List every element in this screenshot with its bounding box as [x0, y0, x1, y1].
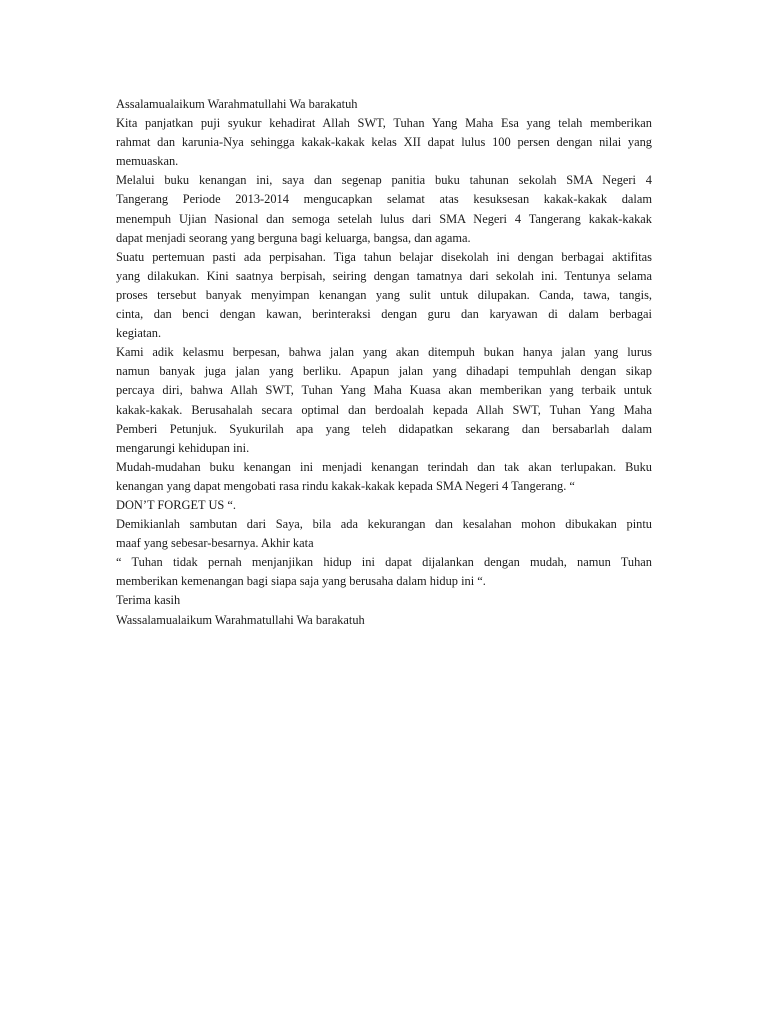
paragraph-congrats [116, 171, 652, 247]
text-line: rahmat dan karunia-Nya sehingga kakak-kakak kelas XII dapat lulus 100 persen dengan nilai yang [116, 135, 652, 150]
text-line: yang dilakukan. Kini saatnya berpisah, seiring dengan tamatnya dari sekolah ini. Tentunya selama [116, 268, 652, 283]
text-line: kenangan yang dapat mengobati rasa rindu kakak-kakak kepada SMA Negeri 4 Tangerang. “ [116, 478, 575, 493]
text-line: kegiatan. [116, 326, 162, 341]
text-line: Mudah-mudahan buku kenangan ini menjadi kenangan terindah dan tak akan terlupakan. Buku [116, 459, 652, 474]
text-line: Suatu pertemuan pasti ada perpisahan. Tiga tahun belajar disekolah ini dengan berbagai aktifitas [116, 249, 652, 264]
text-line: proses tersebut banyak menyimpan kenangan yang sulit untuk dilupakan. Canda, tawa, tangis, [116, 287, 652, 302]
text-line: “ Tuhan tidak pernah menjanjikan hidup ini dapat dijalankan dengan mudah, namun Tuhan [116, 555, 652, 570]
text-line: memuaskan. [116, 154, 179, 169]
text-line: memberikan kemenangan bagi siapa saja yang berusaha dalam hidup ini “. [116, 574, 486, 589]
text-line: mengarungi kehidupan ini. [116, 440, 250, 455]
text-line: Pemberi Petunjuk. Syukurilah apa yang teleh didapatkan sekarang dan bersabarlah dalam [116, 421, 652, 436]
text-line: cinta, dan benci dengan kawan, berinteraksi dengan guru dan karyawan di dalam berbagai [116, 307, 652, 322]
paragraph-signoff [116, 611, 652, 630]
paragraph-closing [116, 515, 652, 553]
text-line: Wassalamualaikum Warahmatullahi Wa barakatuh [116, 612, 365, 627]
text-line: maaf yang sebesar-besarnya. Akhir kata [116, 536, 314, 551]
text-line: Melalui buku kenangan ini, saya dan segenap panitia buku tahunan sekolah SMA Negeri 4 [116, 173, 652, 188]
text-line: Demikianlah sambutan dari Saya, bila ada kekurangan dan kesalahan mohon dibukakan pintu [116, 517, 652, 532]
paragraph-farewell [116, 248, 652, 343]
paragraph-hope [116, 458, 652, 515]
text-line: Terima kasih [116, 593, 181, 608]
paragraph-greeting [116, 95, 652, 114]
text-line: Kami adik kelasmu berpesan, bahwa jalan yang akan ditempuh bukan hanya jalan yang lurus [116, 345, 652, 360]
text-line: kakak-kakak. Berusahalah secara optimal dan berdoalah kepada Allah SWT, Tuhan Yang Maha [116, 402, 652, 417]
text-line: menempuh Ujian Nasional dan semoga setelah lulus dari SMA Negeri 4 Tangerang kakak-kakak [116, 211, 652, 226]
text-line: DON’T FORGET US “. [116, 497, 237, 512]
text-line: Tangerang Periode 2013-2014 mengucapkan selamat atas kesuksesan kakak-kakak dalam [116, 192, 652, 207]
text-line: namun banyak juga jalan yang berliku. Apapun jalan yang dihadapi tempuhlah dengan sikap [116, 364, 652, 379]
paragraph-quote [116, 553, 652, 591]
text-line: percaya diri, bahwa Allah SWT, Tuhan Yang Maha Kuasa akan memberikan yang terbaik untuk [116, 383, 652, 398]
paragraph-intro [116, 114, 652, 171]
document-body [116, 95, 652, 630]
text-line: Kita panjatkan puji syukur kehadirat Allah SWT, Tuhan Yang Maha Esa yang telah memberikan [116, 116, 652, 131]
paragraph-message [116, 343, 652, 458]
paragraph-thanks [116, 591, 652, 610]
text-line: dapat menjadi seorang yang berguna bagi keluarga, bangsa, dan agama. [116, 230, 471, 245]
text-line: Assalamualaikum Warahmatullahi Wa barakatuh [116, 97, 358, 111]
